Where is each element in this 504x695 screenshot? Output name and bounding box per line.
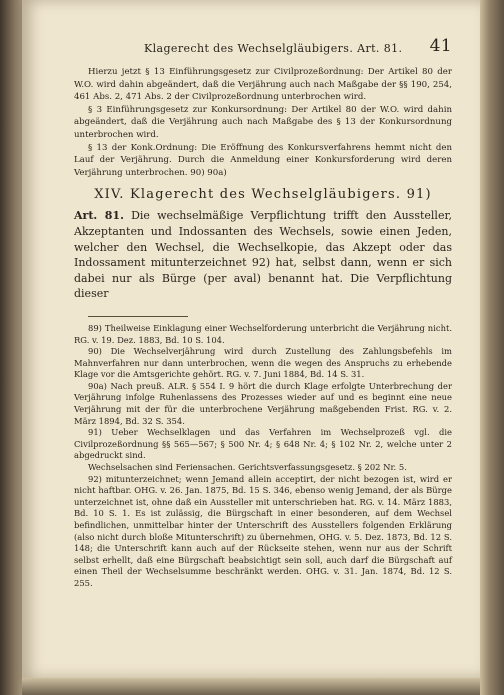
page-bottom-shadow (22, 678, 480, 695)
section-heading: XIV. Klagerecht des Wechselgläubigers. 91) (94, 187, 432, 203)
running-head (74, 28, 452, 66)
running-title: Klagerecht des Wechselgläubigers. Art. 81. (144, 42, 403, 55)
footnote: 89) Theilweise Einklagung einer Wechselforderung unterbricht die Verjährung nicht. RG. v. 19. Dez. 1883, Bd. 10 S. 104. (74, 322, 452, 345)
intro-block (74, 66, 452, 179)
book-page (22, 0, 480, 678)
intro-paragraph: § 13 der Konk.Ordnung: Die Eröffnung des Konkursverfahrens hemmt nicht den Lauf der Verjährung. Durch die Anmeldung einer Konkursforderung wird deren Verjährung unterbrochen. 90) 90a) (74, 142, 452, 178)
page-number: 41 (429, 36, 452, 56)
intro-paragraph: Hierzu jetzt § 13 Einführungsgesetz zur Civilprozeßordnung: Der Artikel 80 der W.O. wird dahin abgeändert, daß die Verjährung auch nach Maßgabe der §§ 190, 254, 461 Abs. 2, 471 Abs. 2 der Civilprozeßordnung unterbrochen wird. (74, 67, 452, 103)
footnote: 90a) Nach preuß. ALR. § 554 I. 9 hört die durch Klage erfolgte Unterbrechung der Verjährung infolge Ruhenlassens des Prozesses wieder auf und es beginnt eine neue Verjährung mit der für die unterbrochene Verjährung maßgebenden Frist. RG. v. 2. März 1894, Bd. 32 S. 354. (74, 380, 452, 426)
page-edge (480, 0, 504, 695)
footnotes (74, 323, 452, 590)
article-text (74, 208, 452, 302)
footnote: 90) Die Wechselverjährung wird durch Zustellung des Zahlungsbefehls im Mahnverfahren nur dann unterbrochen, wenn die wegen des Anspruchs zu erhebende Klage vor die Amtsgerichte gehört. RG. v. 7. Juni 1884, Bd. 14 S. 31. (74, 346, 452, 380)
article-body: Die wechselmäßige Verpflichtung trifft den Aussteller, Akzeptanten und Indossanten des Wechsels, sowie einen Jeden, welcher den Wechsel, die Wechselkopie, das Akzept oder das Indossament mitunterzeichnet 92) hat, selbst dann, wenn er sich dabei nur als Bürge (per aval) benannt hat. Die Verpflichtung dieser (74, 209, 452, 301)
footnote: 92) mitunterzeichnet; wenn Jemand allein acceptirt, der nicht bezogen ist, wird er nicht haftbar. OHG. v. 26. Jan. 1875, Bd. 15 S. 346, ebenso wenig Jemand, der als Bürge unterzeichnet ist, ohne daß ein Aussteller mit unterschrieben hat. RG. v. 14. März 1883, Bd. 10 S. 1. Es ist zulässig, die Bürgschaft in einer besonderen, auf dem Wechsel befindlichen, unmittelbar hinter der Unterschrift des Ausstellers folgenden Erklärung (also nicht durch bloße Mitunterschrift) zu übernehmen, OHG. v. 5. Dez. 1873, Bd. 12 S. 148; die Unterschrift kann auch auf der Rückseite stehen, wenn nur aus der Schrift selbst erhellt, daß eine Bürgschaft beabsichtigt sein soll, auch darf die Bürgschaft auf einen Theil der Wechselsumme beschränkt werden. OHG. v. 31. Jan. 1874, Bd. 12 S. 255. (74, 473, 452, 588)
intro-paragraph: § 3 Einführungsgesetz zur Konkursordnung: Der Artikel 80 der W.O. wird dahin abgeändert, daß die Verjährung auch nach Maßgabe des § 13 der Konkursordnung unterbrochen wird. (74, 104, 452, 140)
footnote: 91) Ueber Wechselklagen und das Verfahren im Wechselprozeß vgl. die Civilprozeßordnung §§ 565—567; § 500 Nr. 4; § 648 Nr. 4; § 102 Nr. 2, welche unter 2 abgedruckt sind. (74, 427, 452, 461)
footnote-divider (88, 316, 188, 317)
article-label: Art. 81. (74, 209, 124, 223)
footnote: Wechselsachen sind Feriensachen. Gerichtsverfassungsgesetz. § 202 Nr. 5. (88, 462, 407, 473)
